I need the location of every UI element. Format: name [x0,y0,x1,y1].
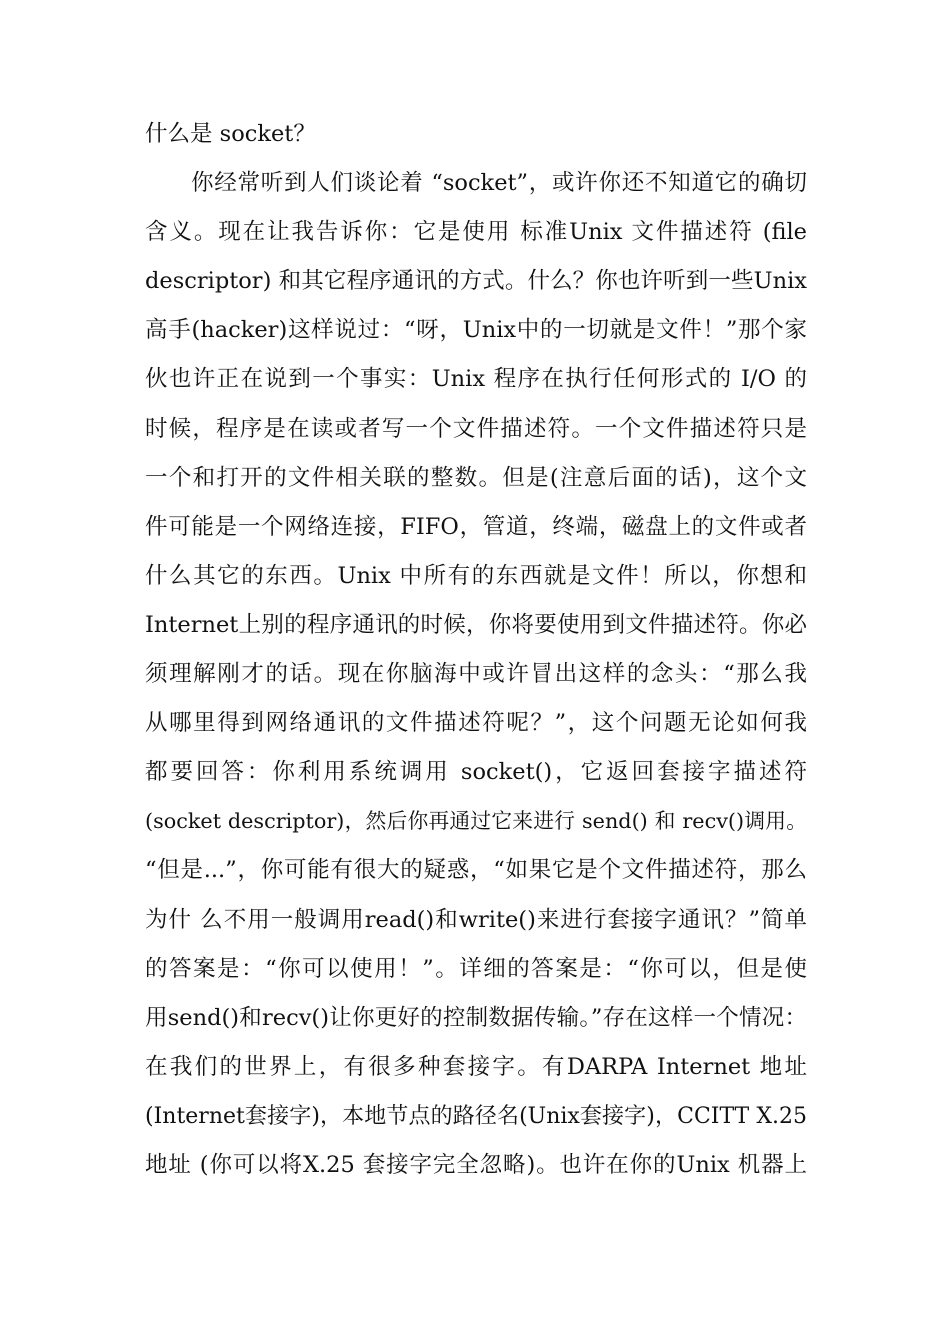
text-line: descriptor) 和其它程序通讯的方式。什么？你也许听到一些Unix [145,268,807,295]
text-line: 的答案是：“你可以使用！”。详细的答案是：“你可以，但是使 [145,955,807,982]
text-line: 高手(hacker)这样说过：“呀，Unix中的一切就是文件！”那个家 [145,317,807,344]
text-line: 含义。现在让我告诉你：它是使用 标准Unix 文件描述符 (file [145,219,807,246]
text-line: “但是...”，你可能有很大的疑惑，“如果它是个文件描述符，那么 [145,857,807,884]
text-line: 时候，程序是在读或者写一个文件描述符。一个文件描述符只是 [145,415,807,442]
text-line: 件可能是一个网络连接，FIFO，管道，终端，磁盘上的文件或者 [145,513,807,540]
text-line: 为什 么不用一般调用read()和write()来进行套接字通讯？”简单 [145,906,807,933]
text-line: 一个和打开的文件相关联的整数。但是(注意后面的话)，这个文 [145,464,807,491]
text-line: 从哪里得到网络通讯的文件描述符呢？”，这个问题无论如何我 [145,710,807,737]
section-heading: 什么是 socket？ [145,121,316,147]
text-line: 都要回答：你利用系统调用 socket()，它返回套接字描述符 [145,759,807,786]
text-line: 在我们的世界上，有很多种套接字。有DARPA Internet 地址 [145,1053,807,1080]
document-body [145,110,807,1190]
text-line: 用send()和recv()让你更好的控制数据传输。”存在这样一个情况： [145,1004,807,1031]
text-line: 伙也许正在说到一个事实：Unix 程序在执行任何形式的 I/O 的 [145,366,807,393]
text-line: 你经常听到人们谈论着 “socket”，或许你还不知道它的确切 [191,170,807,197]
text-line: 什么其它的东西。Unix 中所有的东西就是文件！所以，你想和 [145,562,807,589]
text-line: 须理解刚才的话。现在你脑海中或许冒出这样的念头：“那么我 [145,661,807,688]
text-line: (socket descriptor)，然后你再通过它来进行 send() 和 recv()调用。 [145,809,807,834]
text-line: Internet上别的程序通讯的时候，你将要使用到文件描述符。你必 [145,611,807,638]
text-line: (Internet套接字)，本地节点的路径名(Unix套接字)，CCITT X.25 [145,1103,807,1129]
text-line: 地址 (你可以将X.25 套接字完全忽略)。也许在你的Unix 机器上 [145,1151,807,1178]
